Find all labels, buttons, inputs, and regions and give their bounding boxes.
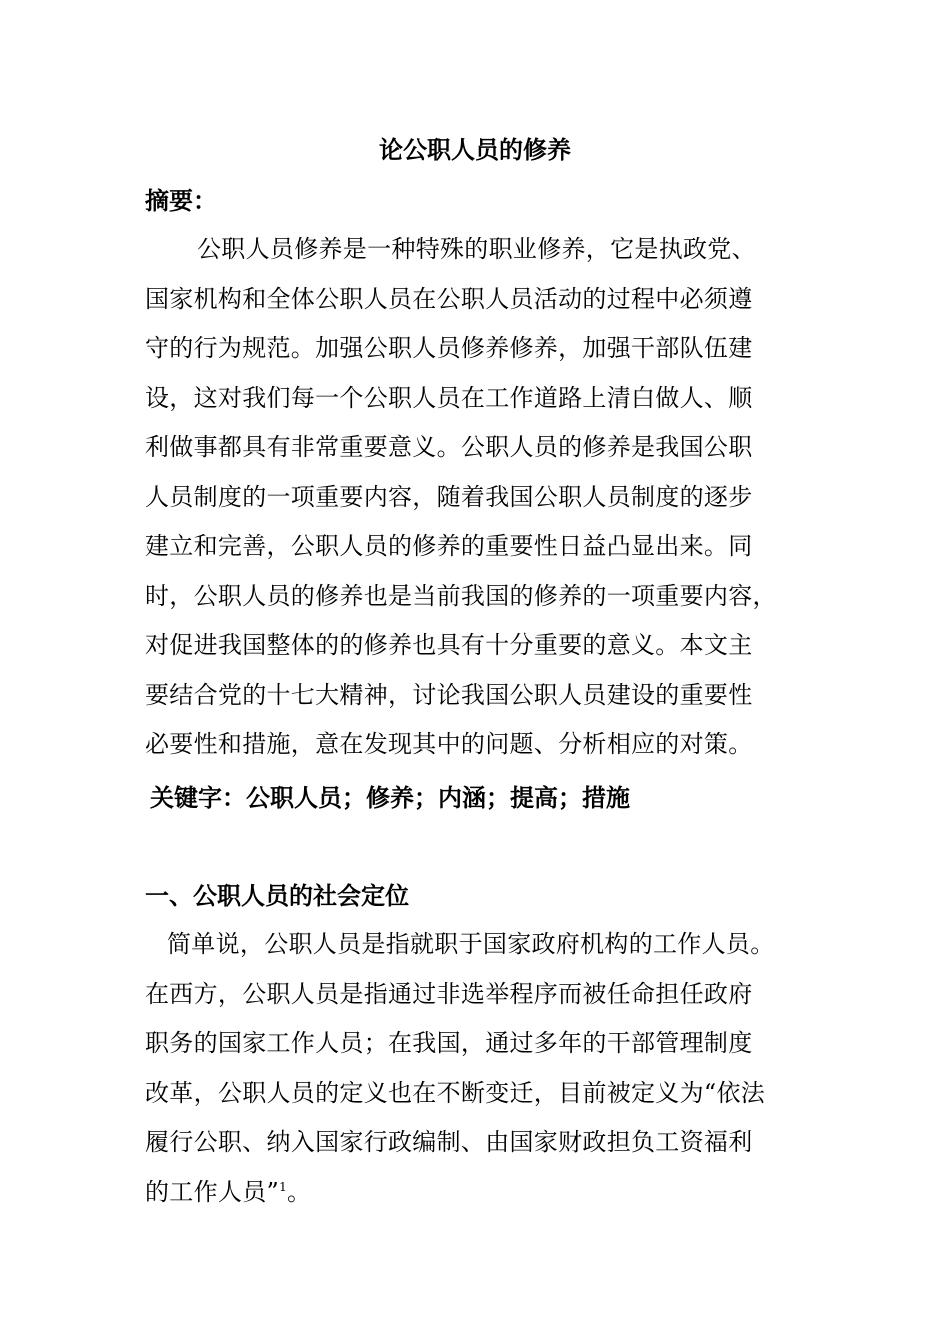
abstract-line: 建立和完善，公职人员的修养的重要性日益凸显出来。同 — [145, 532, 753, 560]
section-last-line-text: 的工作人员” — [145, 1177, 280, 1206]
footnote-marker[interactable]: 1 — [279, 1179, 288, 1194]
abstract-line: 人员制度的一项重要内容，随着我国公职人员制度的逐步 — [145, 482, 753, 511]
abstract-line: 守的行为规范。加强公职人员修养修养，加强干部队伍建 — [145, 334, 753, 362]
section-heading: 一、公职人员的社会定位 — [145, 882, 409, 910]
section-line: 简单说，公职人员是指就职于国家政府机构的工作人员。 — [167, 930, 775, 958]
abstract-paragraph — [145, 225, 835, 770]
section-last-line — [145, 1168, 835, 1218]
keywords: 关键字：公职人员；修养；内涵；提高；措施 — [150, 784, 630, 812]
document-title: 论公职人员的修养 — [379, 136, 571, 164]
section-line: 履行公职、纳入国家行政编制、由国家财政担负工资福利 — [145, 1128, 753, 1156]
abstract-line: 利做事都具有非常重要意义。公职人员的修养是我国公职 — [145, 433, 753, 461]
abstract-label: 摘要： — [145, 187, 217, 215]
abstract-line: 对促进我国整体的的修养也具有十分重要的意义。本文主 — [145, 631, 753, 659]
section-line: 职务的国家工作人员；在我国，通过多年的干部管理制度 — [145, 1029, 753, 1057]
abstract-line: 设，这对我们每一个公职人员在工作道路上清白做人、顺 — [145, 383, 753, 412]
section-last-line-end: 。 — [287, 1177, 312, 1206]
abstract-line: 公职人员修养是一种特殊的职业修养，它是执政党、 — [197, 235, 756, 263]
section-line: 在西方，公职人员是指通过非选举程序而被任命担任政府 — [145, 979, 753, 1008]
section-line: 改革，公职人员的定义也在不断变迁，目前被定义为“依法 — [145, 1078, 766, 1107]
abstract-line: 必要性和措施，意在发现其中的问题、分析相应的对策。 — [145, 730, 753, 758]
abstract-line: 时，公职人员的修养也是当前我国的修养的一项重要内容， — [145, 581, 777, 610]
abstract-line: 国家机构和全体公职人员在公职人员活动的过程中必须遵 — [145, 284, 753, 313]
abstract-line: 要结合党的十七大精神，讨论我国公职人员建设的重要性 — [145, 680, 753, 709]
section-paragraph — [145, 920, 835, 1217]
